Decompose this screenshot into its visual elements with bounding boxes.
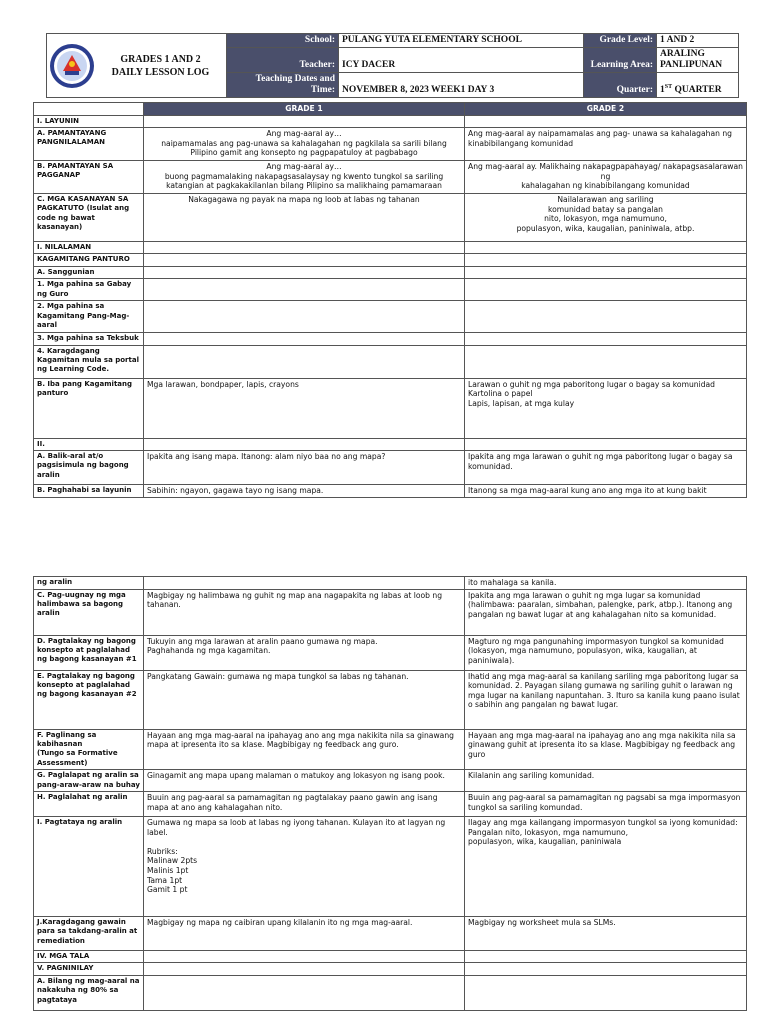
grade-2-cell (465, 266, 747, 278)
row-label: F. Paglinang sa kabihasnan (Tungo sa Formative Assessment) (34, 729, 144, 770)
row-label: IV. MGA TALA (34, 951, 144, 963)
page1-row (34, 333, 747, 345)
deped-seal-logo (49, 43, 95, 89)
grade-2-cell (465, 438, 747, 450)
header-title-cell (47, 34, 227, 98)
page1-row (34, 345, 747, 378)
row-label: J.Karagdagang gawain para sa takdang-aralin at remediation (34, 917, 144, 951)
grade-1-cell: Gumawa ng mapa sa loob at labas ng iyong tahanan. Kulayan ito at lagyan ng label. Rubriks: Malinaw 2pts Malinis 1pt Tama 1pt Gamit 1 pt (144, 817, 465, 917)
grade-1-cell: Hayaan ang mga mag-aaral na ipahayag ano ang mga nakikita nila sa ginawang mapa at ipresenta ito sa klase. Magbibigay ng feedback ang guro. (144, 729, 465, 770)
grade-1-cell: Mga larawan, bondpaper, lapis, crayons (144, 378, 465, 438)
grade-1-cell (144, 963, 465, 975)
row-label: 2. Mga pahina sa Kagamitang Pang-Mag-aaral (34, 301, 144, 333)
grade-2-header: GRADE 2 (465, 103, 747, 116)
page1-row (34, 242, 747, 254)
page2-row (34, 770, 747, 792)
page2-row (34, 729, 747, 770)
row-label: A. Balik-aral at/o pagsisimula ng bagong aralin (34, 451, 144, 485)
learning-area-value: ARALING PANLIPUNAN (657, 48, 739, 73)
row-label: G. Paglalapat ng aralin sa pang-araw-araw na buhay (34, 770, 144, 792)
grade-2-cell: Ang mag-aaral ay. Malikhaing nakapagpapahayag/ nakapagsasalarawan ng kahalagahan ng kinabibilangang komunidad (465, 161, 747, 194)
page2-row (34, 963, 747, 975)
grade-1-cell: Ang mag-aaral ay… naipamamalas ang pag-unawa sa kahalagahan ng pagkilala sa sarili bilang Pilipino gamit ang konsepto ng pagpapatuloy at pagbabago (144, 128, 465, 161)
grade-1-cell (144, 279, 465, 301)
grade-2-cell (465, 279, 747, 301)
school-value: PULANG YUTA ELEMENTARY SCHOOL (339, 34, 584, 48)
row-label: C. MGA KASANAYAN SA PAGKATUTO (Isulat ang code ng bawat kasanayan) (34, 194, 144, 242)
grade-1-cell: Tukuyin ang mga larawan at aralin paano gumawa ng mapa. Paghahanda ng mga kagamitan. (144, 635, 465, 670)
page1-row (34, 301, 747, 333)
row-label: I. LAYUNIN (34, 115, 144, 127)
grade-1-cell (144, 254, 465, 266)
dates-value: NOVEMBER 8, 2023 WEEK1 DAY 3 (339, 73, 584, 98)
grade-2-cell (465, 254, 747, 266)
grade-1-cell (144, 345, 465, 378)
page1-row (34, 254, 747, 266)
row-label: A. Bilang ng mag-aaral na nakakuha ng 80% sa pagtataya (34, 975, 144, 1010)
row-label: V. PAGNINILAY (34, 963, 144, 975)
grade-2-cell: Ipakita ang mga larawan o guhit ng mga paboritong lugar o bagay sa komunidad. (465, 451, 747, 485)
row-label: A. Sanggunian (34, 266, 144, 278)
grade-2-cell: Ilagay ang mga kailangang impormasyon tungkol sa iyong komunidad: Pangalan nito, lokasyon, mga namumuno, populasyon, wika, kaugalian, paniniwala (465, 817, 747, 917)
row-label: E. Pagtalakay ng bagong konsepto at paglalahad ng bagong kasanayan #2 (34, 670, 144, 729)
lesson-table-page-1 (33, 102, 747, 498)
grade-2-cell: ito mahalaga sa kanila. (465, 577, 747, 590)
grade-2-cell (465, 951, 747, 963)
grade-1-header: GRADE 1 (144, 103, 465, 116)
quarter-value: 1ST QUARTER (657, 73, 739, 98)
grade-1-cell (144, 975, 465, 1010)
teacher-value: ICY DACER (339, 48, 584, 73)
grade-2-cell: Larawan o guhit ng mga paboritong lugar o bagay sa komunidad Kartolina o papel Lapis, lapisan, at mga kulay (465, 378, 747, 438)
grade-1-cell: Ang mag-aaral ay… buong pagmamalaking nakapagsasalaysay ng kwento tungkol sa sariling katangian at pagkakakilanlan bilang Pilipino sa malikhaing pamamaraan (144, 161, 465, 194)
row-label: I. NILALAMAN (34, 242, 144, 254)
teacher-label: Teacher: (227, 48, 339, 73)
page2-row (34, 975, 747, 1010)
page1-row (34, 451, 747, 485)
grade-2-cell: Magturo ng mga pangunahing impormasyon tungkol sa komunidad (lokasyon, mga namumuno, populasyon, wika, kaugalian, at paniniwala). (465, 635, 747, 670)
page2-row (34, 917, 747, 951)
grade-1-cell (144, 242, 465, 254)
grade-1-cell (144, 266, 465, 278)
row-label: D. Pagtalakay ng bagong konsepto at paglalahad ng bagong kasanayan #1 (34, 635, 144, 670)
grade-2-cell: Itanong sa mga mag-aaral kung ano ang mga ito at kung bakit (465, 485, 747, 498)
page2-row (34, 817, 747, 917)
grade-2-cell (465, 115, 747, 127)
row-label: B. Iba pang Kagamitang panturo (34, 378, 144, 438)
grade-2-cell (465, 975, 747, 1010)
page1-row (34, 194, 747, 242)
grade-level-value: 1 AND 2 (657, 34, 739, 48)
grade-2-cell: Ang mag-aaral ay naipamamalas ang pag- unawa sa kahalagahan ng kinabibilangang komunidad (465, 128, 747, 161)
title-line-1: GRADES 1 AND 2 (120, 53, 201, 65)
grade-1-cell: Sabihin: ngayon, gagawa tayo ng isang mapa. (144, 485, 465, 498)
grade-2-cell (465, 333, 747, 345)
row-label: A. PAMANTAYANG PANGNILALAMAN (34, 128, 144, 161)
grade-2-cell: Nailalarawan ang sariling komunidad batay sa pangalan nito, lokasyon, mga namumuno, populasyon, wika, kaugalian, paniniwala, atbp. (465, 194, 747, 242)
lesson-log-header (46, 33, 739, 98)
row-label: B. PAMANTAYAN SA PAGGANAP (34, 161, 144, 194)
grade-2-cell: Magbigay ng worksheet mula sa SLMs. (465, 917, 747, 951)
row-label: 1. Mga pahina sa Gabay ng Guro (34, 279, 144, 301)
row-label: II. (34, 438, 144, 450)
grade-2-cell: Ipakita ang mga larawan o guhit ng mga lugar sa komunidad (halimbawa: paaralan, simbahan, palengke, park, atbp.). Itanong ang pangalan ng bawat lugar at ang kahalagahan nito sa komunidad. (465, 589, 747, 635)
grade-2-cell (465, 301, 747, 333)
row-label: H. Paglalahat ng aralin (34, 792, 144, 817)
grade-1-cell: Nakagagawa ng payak na mapa ng loob at labas ng tahanan (144, 194, 465, 242)
page2-row (34, 635, 747, 670)
row-label: B. Paghahabi sa layunin (34, 485, 144, 498)
page1-row (34, 161, 747, 194)
page1-row (34, 485, 747, 498)
quarter-label: Quarter: (584, 73, 657, 98)
page2-row (34, 577, 747, 590)
grade-1-cell: Ipakita ang isang mapa. Itanong: alam niyo baa no ang mapa? (144, 451, 465, 485)
lesson-table-page-2 (33, 576, 747, 1011)
corner-cell (34, 103, 144, 116)
page1-row (34, 279, 747, 301)
title-line-2: DAILY LESSON LOG (111, 66, 210, 78)
page1-row (34, 128, 747, 161)
grade-1-cell (144, 951, 465, 963)
grade-level-label: Grade Level: (584, 34, 657, 48)
page1-row (34, 266, 747, 278)
grade-2-cell: Buuin ang pag-aaral sa pamamagitan ng pagsabi sa mga impormasyon tungkol sa sariling komundad. (465, 792, 747, 817)
page2-row (34, 951, 747, 963)
grade-1-cell: Magbigay ng halimbawa ng guhit ng map ana nagapakita ng labas at loob ng tahanan. (144, 589, 465, 635)
grade-2-cell: Hayaan ang mga mag-aaral na ipahayag ano ang mga nakikita nila sa ginawang guhit at ipresenta ito sa klase. Magbibigay ng feedback ang guro (465, 729, 747, 770)
dates-label: Teaching Dates and Time: (227, 73, 339, 98)
page2-row (34, 670, 747, 729)
row-label: C. Pag-uugnay ng mga halimbawa sa bagong aralin (34, 589, 144, 635)
grade-1-cell: Pangkatang Gawain: gumawa ng mapa tungkol sa labas ng tahanan. (144, 670, 465, 729)
page2-row (34, 589, 747, 635)
page2-row (34, 792, 747, 817)
grade-2-cell (465, 345, 747, 378)
grade-1-cell: Buuin ang pag-aaral sa pamamagitan ng pagtalakay paano gawin ang isang mapa at ano ang kahalagahan nito. (144, 792, 465, 817)
grade-1-cell: Magbigay ng mapa ng caibiran upang kilalanin ito ng mga mag-aaral. (144, 917, 465, 951)
grade-1-cell (144, 301, 465, 333)
row-label: I. Pagtataya ng aralin (34, 817, 144, 917)
grade-1-cell (144, 438, 465, 450)
row-label: 3. Mga pahina sa Teksbuk (34, 333, 144, 345)
grade-2-cell: Ihatid ang mga mag-aaral sa kanilang sariling mga paboritong lugar sa komunidad. 2. Payagan silang gumawa ng sariling guhit o larawan ng mga lugar na kanilang napuntahan. 3. Ituro sa kanila kung paano isulat o sabihin ang pangalan ng bawat lugar. (465, 670, 747, 729)
grade-1-cell (144, 115, 465, 127)
grade-1-cell (144, 577, 465, 590)
grade-2-cell (465, 963, 747, 975)
grade-2-cell: Kilalanin ang sariling komunidad. (465, 770, 747, 792)
grade-1-cell (144, 333, 465, 345)
school-label: School: (227, 34, 339, 48)
grade-1-cell: Ginagamit ang mapa upang malaman o matukoy ang lokasyon ng isang pook. (144, 770, 465, 792)
row-label: ng aralin (34, 577, 144, 590)
row-label: 4. Karagdagang Kagamitan mula sa portal ng Learning Code. (34, 345, 144, 378)
page1-row (34, 438, 747, 450)
learning-area-label: Learning Area: (584, 48, 657, 73)
row-label: KAGAMITANG PANTURO (34, 254, 144, 266)
page1-row (34, 115, 747, 127)
grade-2-cell (465, 242, 747, 254)
page1-row (34, 378, 747, 438)
